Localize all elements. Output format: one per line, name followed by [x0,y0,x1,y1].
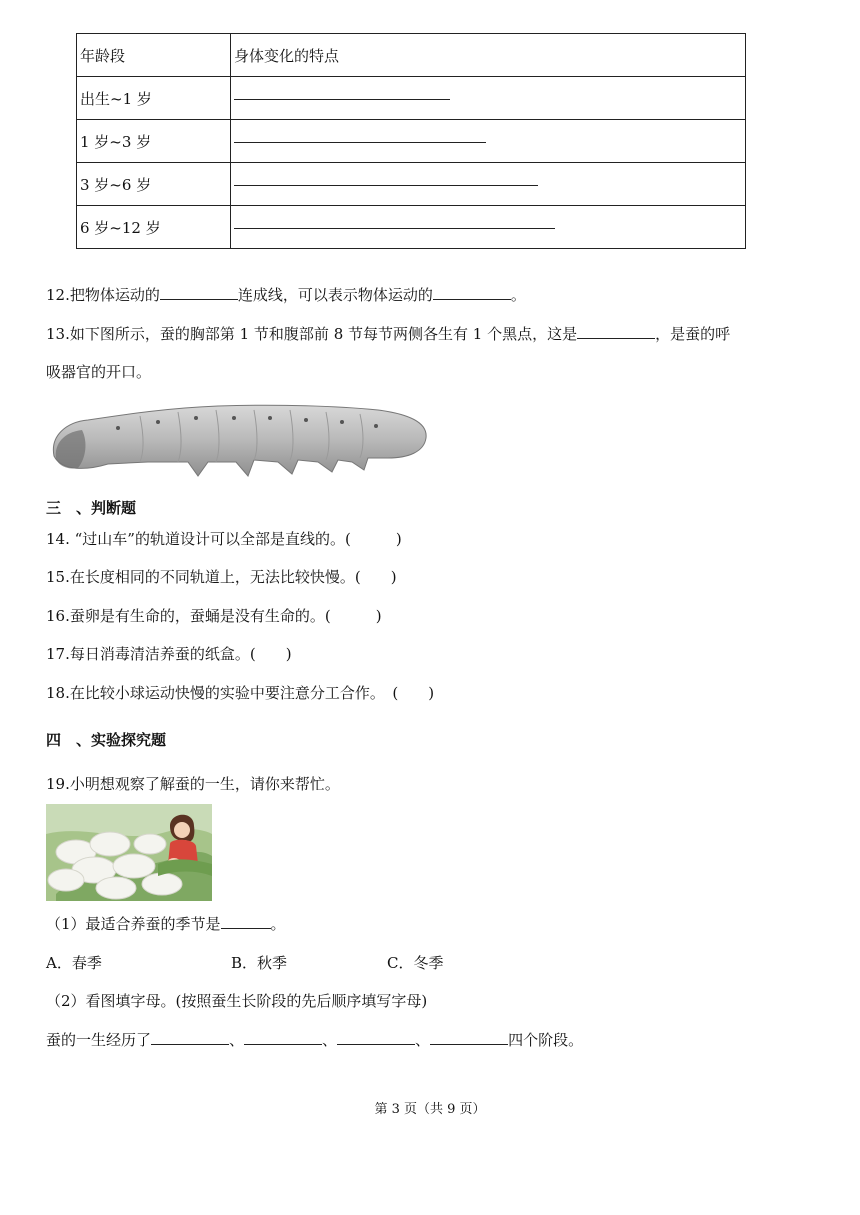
age-cell: 6 岁~12 岁 [77,206,231,249]
cocoon-girl-image [46,804,212,901]
separator: 、 [415,1031,431,1049]
question-19: 19.小明想观察了解蚕的一生，请你来帮忙。 [46,775,340,793]
separator: 、 [322,1031,338,1049]
answer-cell[interactable] [231,163,746,206]
page-footer: 第 3 页（共 9 页） [374,1102,486,1117]
q19-1-blank[interactable] [221,914,271,929]
stage-blank-2[interactable] [244,1030,322,1045]
question-12 [46,284,526,305]
table-row [77,163,746,206]
stage-blank-1[interactable] [151,1030,229,1045]
question-19-3 [46,1029,583,1050]
answer-cell[interactable] [231,120,746,163]
header-age: 年龄段 [77,34,231,77]
section-4-heading: 四 、实验探究题 [46,731,167,749]
section-3-heading: 三 、判断题 [46,499,137,517]
header-feature: 身体变化的特点 [231,34,746,77]
q12-text-b: 连成线，可以表示物体运动的 [237,286,433,304]
option-b[interactable]: B．秋季 [231,954,288,972]
question-15: 15.在长度相同的不同轨道上，无法比较快慢。( ) [46,568,397,586]
question-18: 18.在比较小球运动快慢的实验中要注意分工合作。 ( ) [46,684,435,702]
q13-text-a: 13.如下图所示，蚕的胸部第 1 节和腹部前 8 节每节两侧各生有 1 个黑点，这是 [46,325,578,343]
q12-text-c: 。 [510,286,526,304]
table-header-row [77,34,746,77]
table-row [77,206,746,249]
question-16: 16.蚕卵是有生命的，蚕蛹是没有生命的。( ) [46,607,382,625]
option-c[interactable]: C．冬季 [387,954,444,972]
stage-blank-3[interactable] [337,1030,415,1045]
separator: 、 [229,1031,245,1049]
q19-3-text: 蚕的一生经历了 [46,1031,152,1049]
q13-text-b: ，是蚕的呼 [655,325,731,343]
q13-line-2: 吸器官的开口。 [46,363,152,381]
age-cell: 1 岁~3 岁 [77,120,231,163]
age-cell: 出生~1 岁 [77,77,231,120]
stage-blank-4[interactable] [430,1030,508,1045]
q19-1-end: 。 [270,915,286,933]
q13-blank[interactable] [577,324,655,339]
question-13 [46,323,730,344]
q19-1-text: （1）最适合养蚕的季节是 [46,915,221,933]
silkworm-image [48,396,430,482]
q12-blank-1[interactable] [160,285,238,300]
option-a[interactable]: A．春季 [46,954,102,972]
answer-cell[interactable] [231,206,746,249]
question-19-2: （2）看图填字母。(按照蚕生长阶段的先后顺序填写字母) [46,992,428,1010]
q19-3-end: 四个阶段。 [508,1031,584,1049]
table-row [77,77,746,120]
q12-blank-2[interactable] [433,285,511,300]
question-17: 17.每日消毒清洁养蚕的纸盒。( ) [46,645,292,663]
table-row [77,120,746,163]
question-19-1 [46,913,286,934]
age-table [76,33,746,249]
answer-cell[interactable] [231,77,746,120]
q12-text-a: 12.把物体运动的 [46,286,160,304]
question-14: 14. “过山车”的轨道设计可以全部是直线的。( ) [46,530,402,548]
age-cell: 3 岁~6 岁 [77,163,231,206]
